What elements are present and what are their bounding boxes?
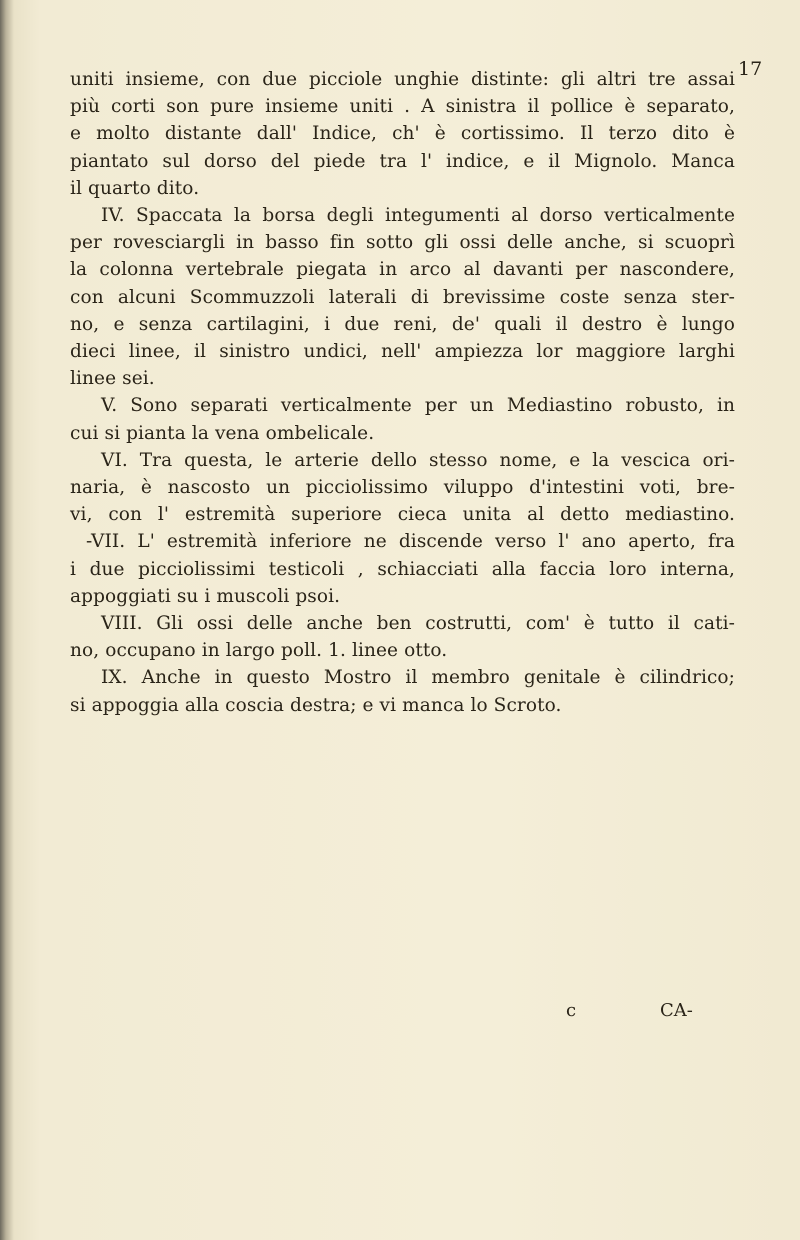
text-line: vi, con l' estremità superiore cieca unita al detto mediastino. <box>70 504 735 526</box>
text-line: naria, è nascosto un picciolissimo viluppo d'intestini voti, bre- <box>70 477 735 498</box>
text-line: no, e senza cartilagini, i due reni, de' quali il destro è lungo <box>70 313 735 335</box>
text-line: IX. Anche in questo Mostro il membro genitale è cilindrico; <box>101 667 735 689</box>
text-line: per rovesciargli in basso fin sotto gli ossi delle anche, si scuoprì <box>70 232 735 254</box>
text-line: linee sei. <box>70 368 155 390</box>
text-line: i due picciolissimi testicoli , schiacciati alla faccia loro interna, <box>70 558 735 580</box>
text-line: con alcuni Scommuzzoli laterali di brevissime coste senza ster- <box>70 286 735 308</box>
text-line: e molto distante dall' Indice, ch' è cortissimo. Il terzo dito è <box>70 123 735 145</box>
text-line: appoggiati su i muscoli psoi. <box>70 585 341 607</box>
catchword: CA- <box>660 1000 693 1021</box>
text-line: si appoggia alla coscia destra; e vi manca lo Scroto. <box>70 694 562 716</box>
text-line: VIII. Gli ossi delle anche ben costrutti, com' è tutto il cati- <box>101 613 735 634</box>
text-line: il quarto dito. <box>70 177 200 199</box>
text-line: V. Sono separati verticalmente per un Mediastino robusto, in <box>101 395 735 417</box>
text-line: no, occupano in largo poll. 1. linee otto. <box>70 640 448 662</box>
text-line: la colonna vertebrale piegata in arco al davanti per nascondere, <box>70 259 735 281</box>
text-line: -VII. L' estremità inferiore ne discende verso l' ano aperto, fra <box>86 531 735 553</box>
text-line: IV. Spaccata la borsa degli integumenti al dorso verticalmente <box>101 205 735 226</box>
text-line: più corti son pure insieme uniti . A sinistra il pollice è separato, <box>70 96 735 118</box>
signature-mark: c <box>566 1000 577 1021</box>
text-line: dieci linee, il sinistro undici, nell' ampiezza lor maggiore larghi <box>70 341 735 362</box>
text-line: cui si pianta la vena ombelicale. <box>70 422 375 444</box>
text-line: uniti insieme, con due picciole unghie distinte: gli altri tre assai <box>70 69 735 90</box>
text-line: VI. Tra questa, le arterie dello stesso nome, e la vescica ori- <box>101 449 735 471</box>
page-number: 17 <box>738 58 763 80</box>
text-line: piantato sul dorso del piede tra l' indice, e il Mignolo. Manca <box>70 150 735 172</box>
